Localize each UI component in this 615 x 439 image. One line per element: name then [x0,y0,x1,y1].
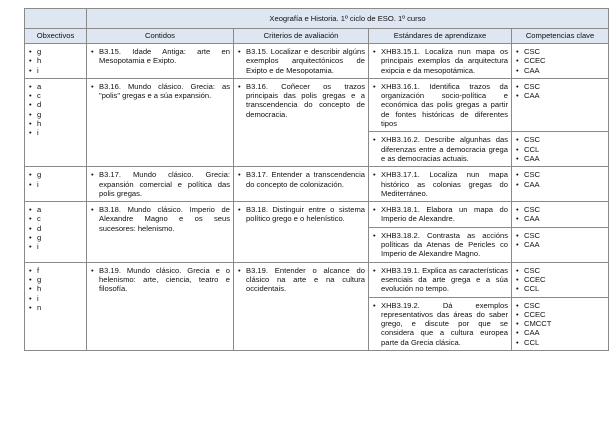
competencies-list [512,202,608,227]
standard-item: • XHB3.16.1. Identifica trazos da organización socio-política e económica das polis gregas a partir de fontes históricas de diferentes tipos [373,82,508,128]
objective-item: • d [29,224,83,233]
competency-item: • CSC [516,170,605,179]
competency-item: • CAA [516,328,605,337]
objective-item: • i [29,180,83,189]
objective-item: • g [29,47,83,56]
standard-item: • XHB3.18.1. Elabora un mapa do Imperio de Alexandre. [373,205,508,224]
competency-item: • CSC [516,301,605,310]
standard-cell [369,167,512,202]
competency-item: • CAA [516,180,605,189]
criteria-cell [234,78,369,166]
competency-item: • CSC [516,82,605,91]
standard-cell [369,78,512,131]
standard-item: • XHB3.16.2. Describe algunhas das diferenzas entre a democracia grega e as democracias actuais. [373,135,508,163]
standard-cell [369,132,512,167]
competencies-cell [512,132,609,167]
objectives-cell [25,262,87,350]
standard-cell [369,227,512,262]
standard-list [369,263,511,297]
objective-item: • h [29,284,83,293]
competencies-cell [512,227,609,262]
standard-item: • XHB3.17.1. Localiza nun mapa histórico as colonias gregas do Mediterráneo. [373,170,508,198]
table-row [25,262,609,297]
objective-item: • f [29,266,83,275]
table-row [25,167,609,202]
table-row [25,78,609,131]
competency-item: • CAA [516,214,605,223]
table-body [25,44,609,351]
standard-list [369,228,511,262]
competency-item: • CMCCT [516,319,605,328]
competencies-list [512,228,608,253]
objective-item: • c [29,91,83,100]
objectives-list [25,79,86,141]
objective-item: • i [29,66,83,75]
header-contents: Contidos [87,29,234,44]
competency-item: • CSC [516,205,605,214]
objective-item: • g [29,170,83,179]
competencies-cell [512,44,609,79]
criteria-list [234,167,368,192]
competency-item: • CAA [516,240,605,249]
standard-item: • XHB3.19.1. Explica as características esenciais da arte grega e a súa evolución no tempo. [373,266,508,294]
competency-item: • CCL [516,284,605,293]
objective-item: • a [29,82,83,91]
header-standards: Estándares de aprendizaxe [369,29,512,44]
standard-list [369,202,511,227]
standard-list [369,44,511,78]
competencies-list [512,298,608,350]
competencies-cell [512,202,609,228]
content-item: • B3.16. Mundo clásico. Grecia: as "polis" gregas e a súa expansión. [91,82,230,101]
content-list [87,79,233,104]
objectives-list [25,202,86,254]
objective-item: • h [29,56,83,65]
content-item: • B3.19. Mundo clásico. Grecia e o helenismo: arte, ciencia, teatro e filosofía. [91,266,230,294]
objectives-list [25,44,86,78]
header-objectives: Obxectivos [25,29,87,44]
table-title: Xeografía e Historia. 1º ciclo de ESO. 1º curso [87,9,609,29]
criteria-item: • B3.16. Coñecer os trazos principais das polis gregas e a transcendencia do concepto de democracia. [238,82,365,119]
competency-item: • CSC [516,47,605,56]
content-cell [87,78,234,166]
competencies-list [512,44,608,78]
criteria-list [234,79,368,122]
competencies-list [512,167,608,192]
content-item: • B3.18. Mundo clásico. Imperio de Alexandre Magno e os seus sucesores: helenismo. [91,205,230,233]
competencies-cell [512,262,609,297]
competency-item: • CSC [516,231,605,240]
objective-item: • g [29,110,83,119]
competency-item: • CAA [516,91,605,100]
competencies-list [512,79,608,104]
standard-list [369,79,511,131]
standard-item: • XHB3.19.2. Dá exemplos representativos das áreas do saber grego, e discute por que se considera que a cultura europea parte da Grecia clásica. [373,301,508,347]
objectives-cell [25,202,87,262]
objective-item: • a [29,205,83,214]
criteria-item: • B3.19. Entender o alcance do clásico na arte e na cultura occidentais. [238,266,365,294]
standard-list [369,132,511,166]
competencies-cell [512,167,609,202]
objectives-list [25,167,86,192]
content-list [87,44,233,69]
competency-item: • CSC [516,135,605,144]
criteria-list [234,263,368,297]
criteria-cell [234,167,369,202]
criteria-cell [234,202,369,262]
objective-item: • g [29,233,83,242]
table-row [25,202,609,228]
competency-item: • CAA [516,66,605,75]
content-cell [87,167,234,202]
header-competencies: Competencias clave [512,29,609,44]
content-item: • B3.15. Idade Antiga: arte en Mesopotamia e Exipto. [91,47,230,66]
objectives-cell [25,167,87,202]
standard-cell [369,44,512,79]
title-blank-cell [25,9,87,29]
table-row [25,44,609,79]
competency-item: • CAA [516,154,605,163]
objective-item: • i [29,128,83,137]
criteria-cell [234,44,369,79]
criteria-cell [234,262,369,350]
standard-list [369,298,511,350]
header-criteria: Criterios de avaliación [234,29,369,44]
content-list [87,167,233,201]
criteria-list [234,44,368,78]
competency-item: • CCL [516,145,605,154]
content-cell [87,44,234,79]
objective-item: • i [29,242,83,251]
content-cell [87,262,234,350]
standard-cell [369,297,512,350]
objective-item: • h [29,119,83,128]
competency-item: • CCEC [516,275,605,284]
criteria-list [234,202,368,227]
standard-item: • XHB3.18.2. Contrasta as accións políticas da Atenas de Pericles co Imperio de Alexandre Magno. [373,231,508,259]
objectives-list [25,263,86,315]
competencies-list [512,263,608,297]
competency-item: • CCL [516,338,605,347]
standard-list [369,167,511,201]
curriculum-table [24,8,609,351]
criteria-item: • B3.15. Localizar e describir algúns exemplos arquitectónicos de Exipto e de Mesopotamia. [238,47,365,75]
competency-item: • CCEC [516,310,605,319]
objectives-cell [25,78,87,166]
objective-item: • c [29,214,83,223]
objective-item: • i [29,294,83,303]
competency-item: • CCEC [516,56,605,65]
content-cell [87,202,234,262]
competency-item: • CSC [516,266,605,275]
competencies-cell [512,297,609,350]
standard-cell [369,262,512,297]
objectives-cell [25,44,87,79]
content-item: • B3.17. Mundo clásico. Grecia: expansión comercial e política das polis gregas. [91,170,230,198]
standard-item: • XHB3.15.1. Localiza nun mapa os principais exemplos da arquitectura exipcia e da mesopotámica. [373,47,508,75]
standard-cell [369,202,512,228]
objective-item: • g [29,275,83,284]
criteria-item: • B3.17. Entender a transcendencia do concepto de colonización. [238,170,365,189]
content-list [87,263,233,297]
competencies-cell [512,78,609,131]
objective-item: • d [29,100,83,109]
content-list [87,202,233,236]
objective-item: • n [29,303,83,312]
criteria-item: • B3.18. Distinguir entre o sistema político grego e o helenístico. [238,205,365,224]
competencies-list [512,132,608,166]
